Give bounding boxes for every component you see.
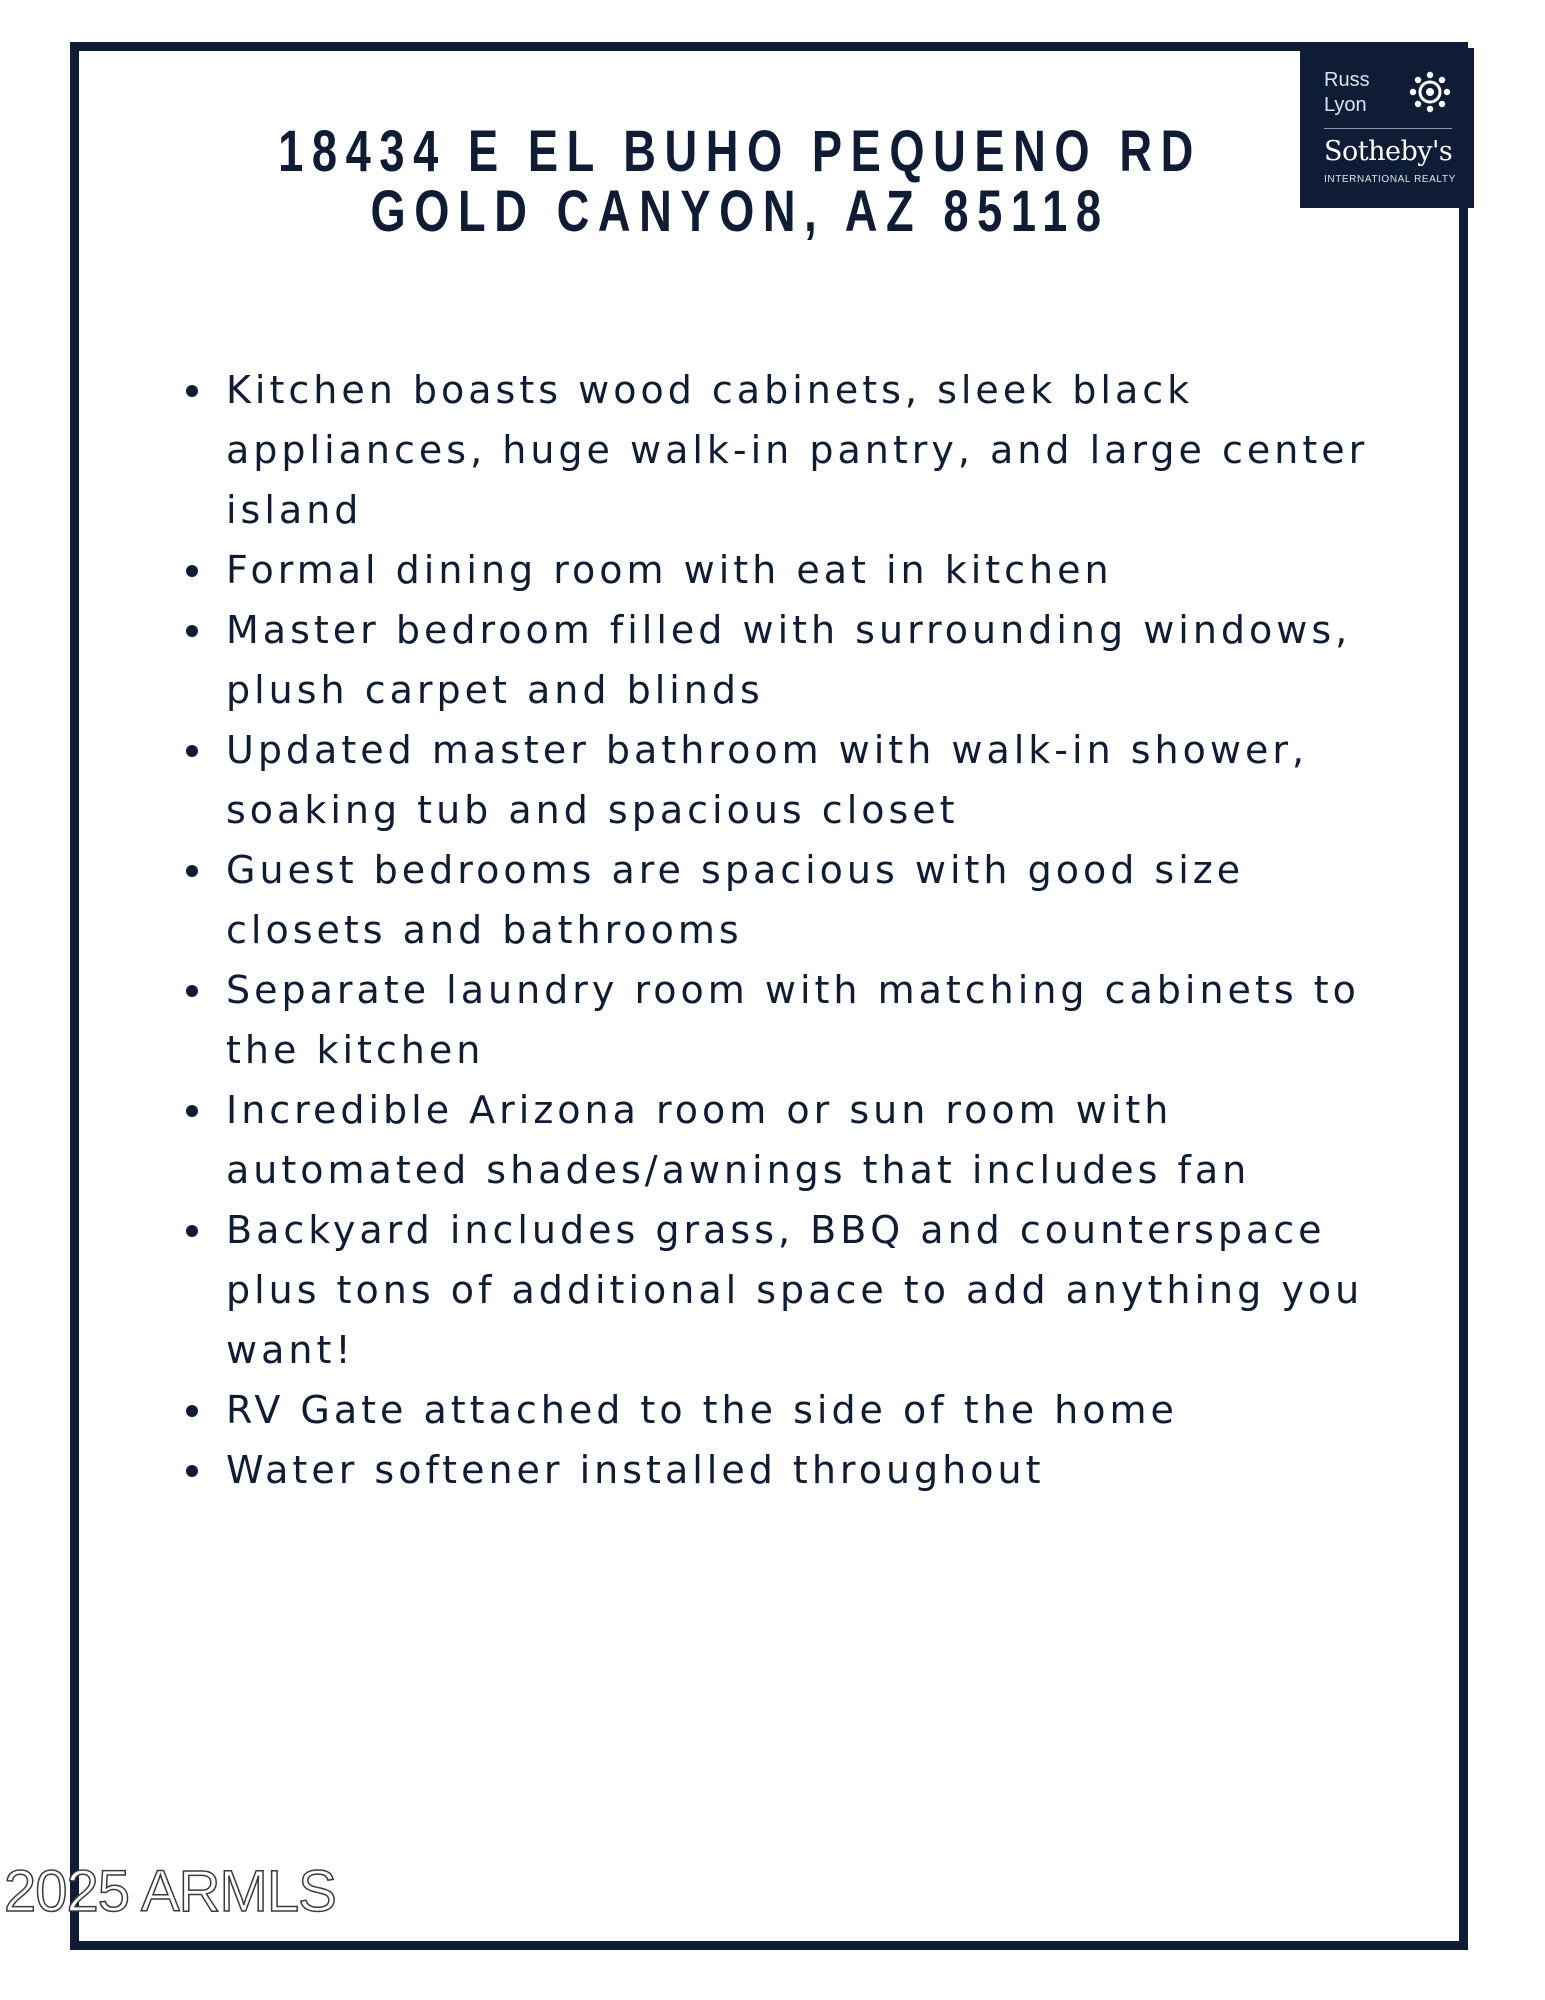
feature-text: Separate laundry room with matching cabinets to the kitchen bbox=[226, 968, 1360, 1072]
feature-item bbox=[186, 1080, 1396, 1200]
bullet-icon bbox=[186, 865, 198, 877]
feature-item bbox=[186, 1200, 1396, 1380]
logo-lyon-text: Lyon bbox=[1324, 94, 1367, 116]
feature-text: Water softener installed throughout bbox=[226, 1448, 1045, 1492]
logo-russ-text: Russ bbox=[1324, 69, 1370, 91]
sotheby-sunburst-icon bbox=[1408, 70, 1452, 114]
sothebys-logo bbox=[1300, 48, 1474, 208]
bullet-icon bbox=[186, 1465, 198, 1477]
feature-item bbox=[186, 540, 1396, 600]
feature-text: Updated master bathroom with walk-in shower, soaking tub and spacious closet bbox=[226, 728, 1309, 832]
feature-text: Backyard includes grass, BBQ and counterspace plus tons of additional space to add anything you want! bbox=[226, 1208, 1364, 1372]
address-street-line: 18434 E EL BUHO PEQUENO RD bbox=[278, 119, 1202, 184]
logo-russ-lyon bbox=[1324, 68, 1370, 118]
property-address-heading bbox=[233, 119, 1247, 244]
feature-text: Guest bedrooms are spacious with good size closets and bathrooms bbox=[226, 848, 1245, 952]
bullet-icon bbox=[186, 385, 198, 397]
feature-item bbox=[186, 360, 1396, 540]
feature-list bbox=[186, 360, 1396, 1500]
feature-item bbox=[186, 1440, 1396, 1500]
feature-text: Master bedroom filled with surrounding windows, plush carpet and blinds bbox=[226, 608, 1352, 712]
bullet-icon bbox=[186, 565, 198, 577]
feature-text: RV Gate attached to the side of the home bbox=[226, 1388, 1178, 1432]
feature-text: Kitchen boasts wood cabinets, sleek black appliances, huge walk-in pantry, and large center island bbox=[226, 368, 1369, 532]
bullet-icon bbox=[186, 625, 198, 637]
address-city-line: GOLD CANYON, AZ 85118 bbox=[370, 179, 1110, 244]
bullet-icon bbox=[186, 745, 198, 757]
bullet-icon bbox=[186, 985, 198, 997]
feature-item bbox=[186, 720, 1396, 840]
feature-text: Incredible Arizona room or sun room with automated shades/awnings that includes fan bbox=[226, 1088, 1251, 1192]
bullet-icon bbox=[186, 1105, 198, 1117]
bullet-icon bbox=[186, 1405, 198, 1417]
feature-text: Formal dining room with eat in kitchen bbox=[226, 548, 1113, 592]
logo-divider bbox=[1324, 128, 1452, 129]
logo-brand-text: Sotheby's bbox=[1324, 136, 1453, 167]
feature-item bbox=[186, 600, 1396, 720]
logo-subtitle-text: INTERNATIONAL REALTY bbox=[1324, 174, 1456, 185]
bullet-icon bbox=[186, 1225, 198, 1237]
feature-item bbox=[186, 1380, 1396, 1440]
feature-item bbox=[186, 960, 1396, 1080]
armls-watermark: 2025 ARMLS bbox=[4, 1859, 336, 1924]
feature-item bbox=[186, 840, 1396, 960]
